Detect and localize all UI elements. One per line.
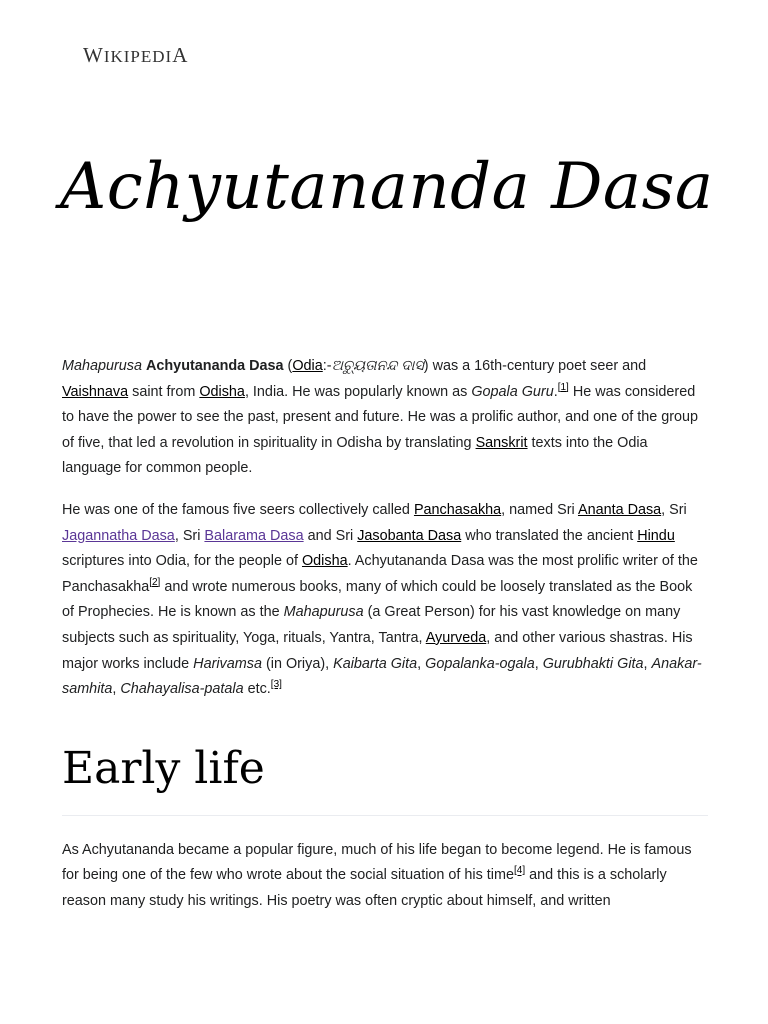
citation-2[interactable]: [2] [149,576,161,588]
text: and wrote numerous books, many of which could be loosely translated as the Book of Prophecies. He is known as the [62,578,693,621]
text: Mahapurusa [62,358,142,374]
page-title: Achyutananda Dasa [60,150,714,224]
text: texts into the Odia language for common people. [62,434,648,477]
link-ayurveda[interactable]: Ayurveda [425,629,487,646]
logo-letter: A [172,43,189,67]
logo-letter: W [83,43,104,67]
link-jagannatha-dasa[interactable]: Jagannatha Dasa [62,527,175,544]
text: , named Sri [501,501,578,518]
text: (in Oriya), [261,655,334,672]
text: Harivamsa [193,655,262,672]
link-balarama-dasa[interactable]: Balarama Dasa [204,527,304,544]
odia-script-text: ଅଚ୍ୟୁତାନନ୍ଦ ଦାସ [331,358,424,374]
link-odia[interactable]: Odia [292,358,323,374]
logo-letters: IKIPEDI [103,47,173,66]
link-panchasakha[interactable]: Panchasakha [413,501,502,518]
citation-3[interactable]: [3] [270,679,282,691]
text: Kaibarta Gita [333,655,418,672]
text: Gopalanka-ogala [425,655,535,672]
text: Achyutananda Dasa [146,358,284,374]
text: . Achyutananda Dasa was the most prolific writer of the Panchasakha [62,553,698,595]
text: , [417,655,426,672]
text: saint from [128,383,200,400]
text: He was one of the famous five seers collectively called [62,501,414,518]
intro-paragraph [62,354,708,482]
text: Gopala Guru [471,383,554,400]
text: Gurubhakti Gita [542,655,644,672]
citation-4[interactable]: [4] [513,865,526,877]
text: :- [322,358,332,374]
link-odisha[interactable]: Odisha [199,383,245,400]
citation-1[interactable]: [1] [557,381,569,393]
text: who translated the ancient [461,527,638,544]
text: , and other various shastras. His major works include [62,629,693,672]
link-sanskrit[interactable]: Sanskrit [475,434,528,451]
text: , Sri [661,501,687,518]
early-life-paragraph [62,838,708,915]
text: scriptures into Odia, for the people of [62,553,302,570]
text: and Sri [303,527,358,544]
text: . [553,383,558,400]
text: ( [283,358,293,374]
text: , India. He was popularly known as [244,383,472,400]
link-vaishnava[interactable]: Vaishnava [62,383,129,400]
text: He was considered to have the power to see the past, present and future. He was a prolific author, and one of the group of five, that led a revolution in spirituality in Odisha by translating [62,383,698,451]
link-odisha[interactable]: Odisha [301,553,348,570]
section-heading-early-life: Early life [62,742,265,794]
panchasakha-paragraph [62,498,708,703]
wikipedia-wordmark[interactable] [83,43,188,68]
text: , [643,655,652,672]
article-body [62,354,708,931]
text: ) was a 16th-century poet seer and [423,358,647,374]
text: As Achyutananda became a popular figure, much of his life began to become legend. He is famous for being one of the few who wrote about the social situation of his time [62,841,692,884]
text: , [534,655,543,672]
text: etc. [243,681,271,698]
text: (a Great Person) for his vast knowledge on many subjects such as spirituality, Yoga, rituals, Yantra, Tantra, [62,604,681,646]
link-ananta-dasa[interactable]: Ananta Dasa [577,501,662,518]
text: Mahapurusa [283,604,364,621]
text: Anakar-samhita [62,655,702,698]
link-jasobanta-dasa[interactable]: Jasobanta Dasa [357,527,462,544]
text: , Sri [174,527,205,544]
text: , [112,681,121,698]
link-hindu[interactable]: Hindu [637,527,675,544]
section-divider [62,815,708,816]
text: and this is a scholarly reason many study his writings. His poetry was often cryptic about himself, and written [62,867,667,909]
text: Chahayalisa-patala [120,681,244,698]
